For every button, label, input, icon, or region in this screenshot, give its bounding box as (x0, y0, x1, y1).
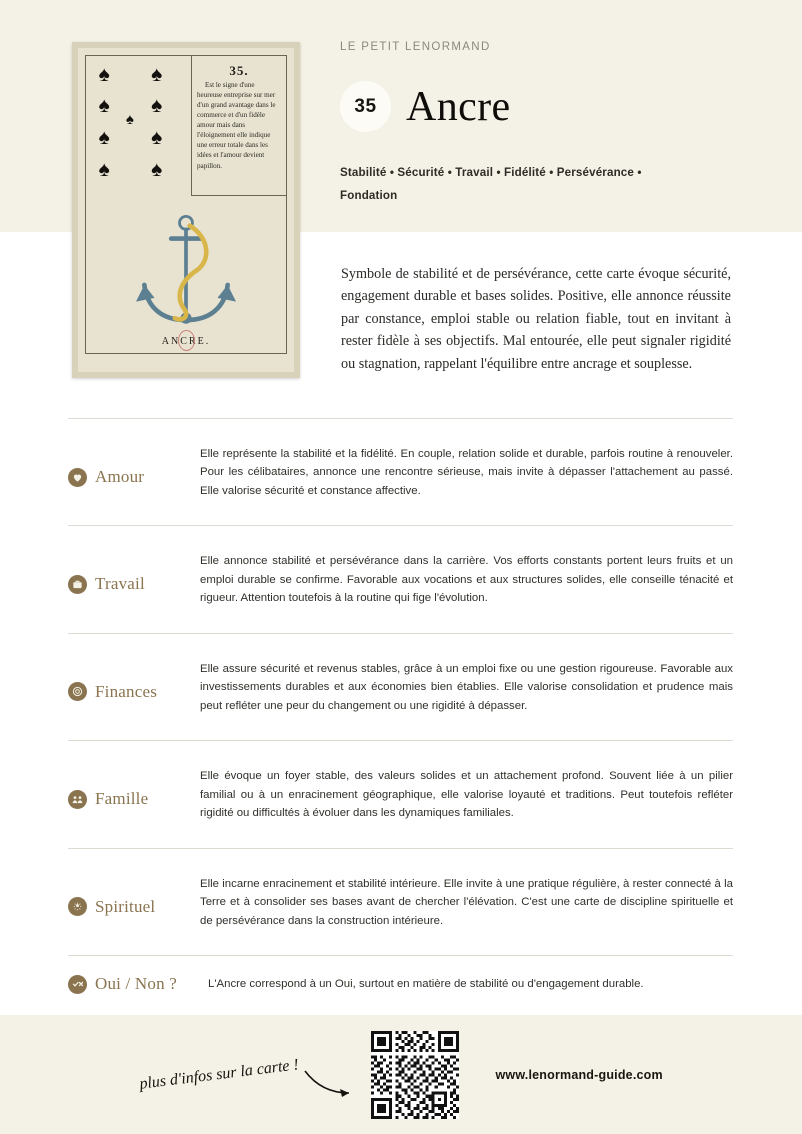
intro-paragraph: Symbole de stabilité et de persévérance, cette carte évoque sécurité, engagement durable et bases solides. Positive, elle annonce réussite par constance, emploi stable ou relation fiable, tout en invitant à rester fidèle à ses objectifs. Mal entourée, elle peut signaler rigidité ou stagnation, rappelant l'équilibre entre ancrage et souplesse. (341, 266, 731, 372)
section-text: L'Ancre correspond à un Oui, surtout en matière de stabilité ou d'engagement durable. (208, 977, 644, 990)
section-text: Elle incarne enracinement et stabilité intérieure. Elle invite à une pratique régulière, à rester connecté à la Terre et à consolider ses bases avant de chercher l'élévation. C'est une carte de discipline spirituelle et de persévérance dans la construction intérieure. (200, 877, 733, 927)
footer (0, 1015, 802, 1134)
spade-icon: ♠ (98, 158, 110, 182)
section-heading (68, 660, 200, 702)
section-amour (68, 419, 733, 525)
section-label: Finances (95, 681, 158, 701)
check-cross-icon (68, 975, 87, 994)
card-stamp-icon (178, 330, 195, 351)
card-number: 35. (229, 63, 249, 78)
spade-icon: ♠ (98, 126, 110, 150)
section-heading (68, 767, 200, 809)
spade-icon: ♠ (151, 126, 163, 150)
card-caption: ANCRE. (161, 336, 211, 347)
spade-icon: ♠ (151, 94, 163, 118)
section-oui-non (68, 956, 733, 1016)
section-heading (68, 445, 200, 487)
section-label: Travail (95, 574, 145, 594)
spade-icon: ♠ (125, 110, 134, 128)
section-label: Oui / Non ? (95, 974, 177, 994)
card-pip-panel (86, 56, 192, 196)
page-title: Ancre (406, 83, 511, 130)
section-text: Elle annonce stabilité et persévérance dans la carrière. Vos efforts constants portent leurs fruits et un emploi durable se confirme. Favorable aux vocations et aux structures solides, elle conseille ténacité et rigueur. Attention toutefois à la routine qui fige l'évolution. (200, 555, 733, 605)
curved-arrow-icon (301, 1067, 357, 1101)
family-icon (68, 790, 87, 809)
handwritten-note: plus d'infos sur la carte ! (138, 1055, 300, 1093)
card-antique-text: Est le signe d'une heureuse entreprise sur mer d'un grand avantage dans le commerce et d'un fidèle amour mais dans l'éloignement elle indique une erreur totale dans les idées et l'amour devient papillon. (197, 81, 276, 170)
card-title-row (340, 81, 511, 132)
section-heading (68, 875, 200, 917)
collection-eyebrow: LE PETIT LENORMAND (340, 41, 491, 53)
section-finances (68, 634, 733, 740)
briefcase-icon (68, 575, 87, 594)
heart-icon (68, 468, 87, 487)
spade-icon: ♠ (151, 63, 163, 87)
section-label: Amour (95, 467, 145, 486)
coin-icon (68, 682, 87, 701)
meaning-sections (68, 418, 733, 1016)
section-heading (68, 552, 200, 594)
section-famille (68, 741, 733, 847)
section-heading (68, 974, 208, 994)
spade-icon: ♠ (151, 158, 163, 182)
card-number-badge: 35 (340, 81, 391, 132)
section-travail (68, 526, 733, 632)
section-text: Elle assure sécurité et revenus stables, grâce à un emploi fixe ou une gestion rigoureuse. Favorable aux investissements durables et aux économies bien établies. Elle valorise consolidation et prudence mais peut refléter une peur du changement ou une rigidité à dépasser. (200, 662, 733, 712)
website-url[interactable]: www.lenormand-guide.com (495, 1067, 663, 1082)
lotus-icon (68, 897, 87, 916)
spade-icon: ♠ (98, 94, 110, 118)
lenormand-card-image (72, 42, 300, 378)
section-text: Elle évoque un foyer stable, des valeurs solides et un attachement profond. Souvent liée à un pilier familial ou à un enracinement géographique, elle valorise loyauté et traditions. Peut toutefois refléter rigidité ou difficultés à évoluer dans les dynamiques familiales. (200, 770, 733, 820)
qr-code[interactable] (371, 1031, 459, 1119)
keyword-list: Stabilité • Sécurité • Travail • Fidélité • Persévérance • Fondation (340, 166, 642, 202)
section-label: Spirituel (95, 896, 156, 916)
anchor-illustration (86, 196, 286, 353)
section-text: Elle représente la stabilité et la fidélité. En couple, relation solide et durable, parfois routine à renouveler. Pour les célibataires, annonce une rencontre sérieuse, mais invite à dépasser l'attachement au passé. Elle valorise sécurité et constance affective. (200, 448, 733, 497)
section-label: Famille (95, 789, 149, 809)
card-antique-text-panel (192, 56, 286, 196)
spade-icon: ♠ (98, 63, 110, 87)
section-spirituel (68, 849, 733, 955)
